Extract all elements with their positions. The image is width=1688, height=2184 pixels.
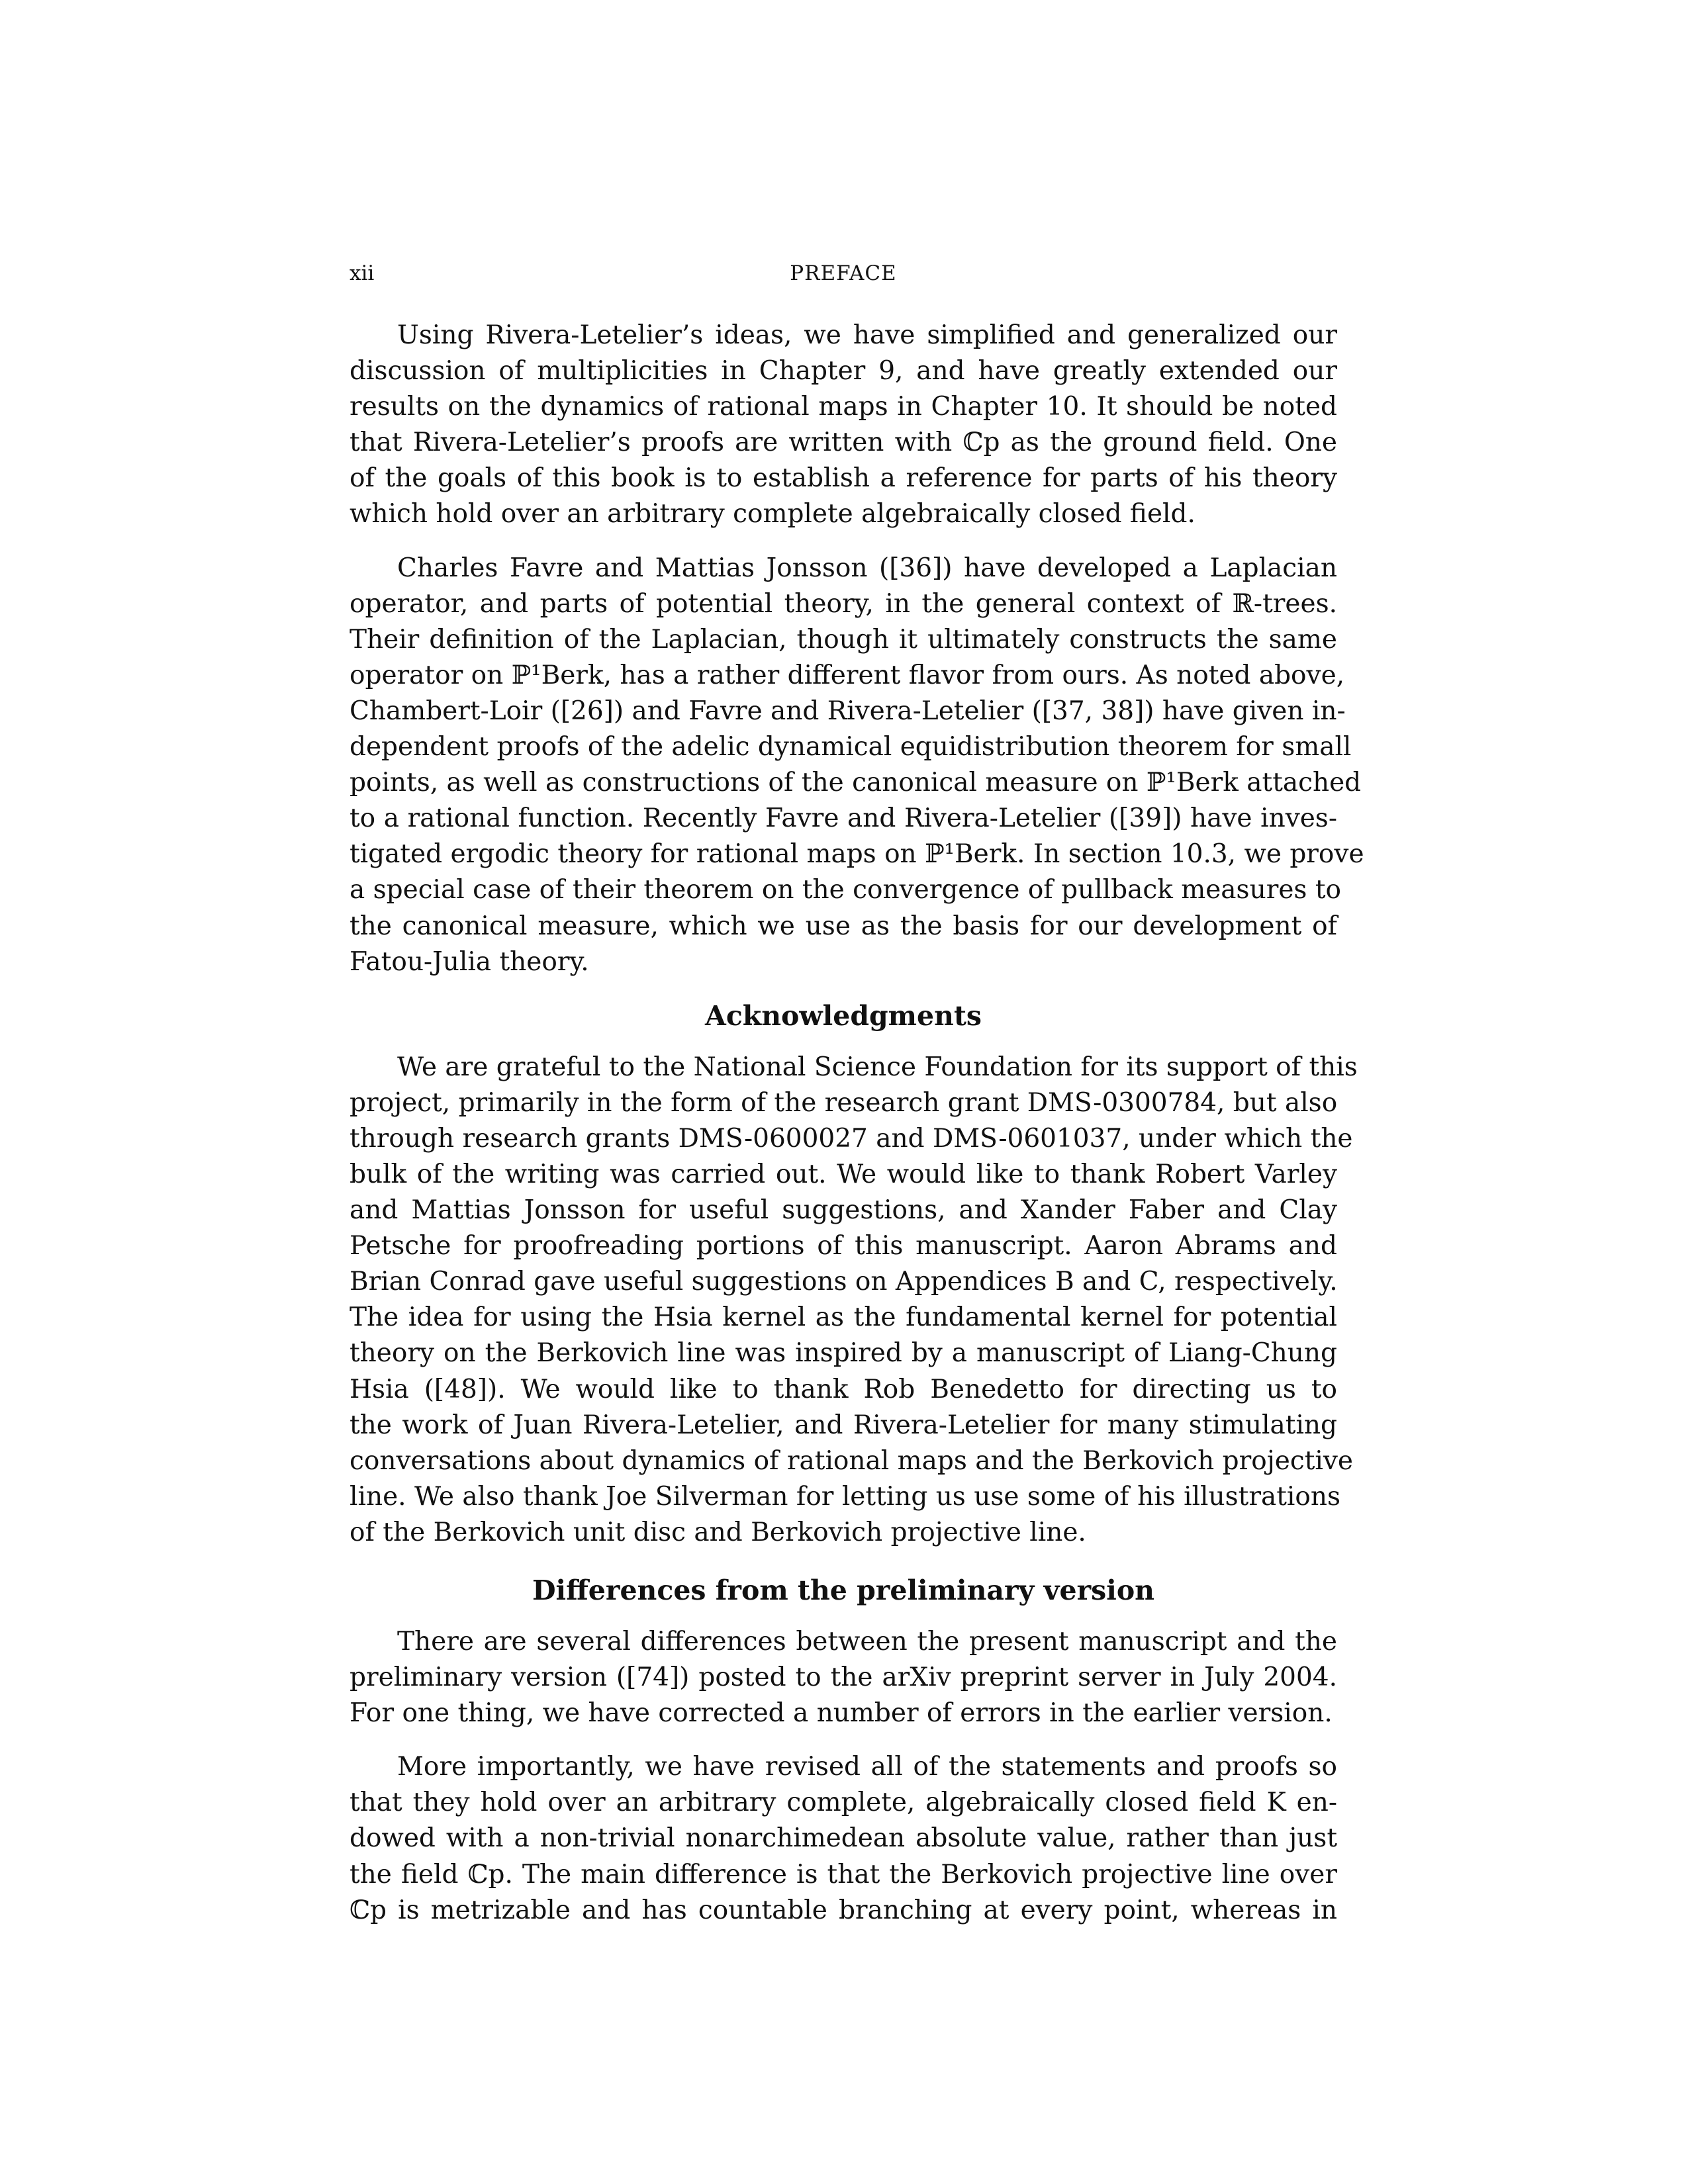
section-heading-differences: Differences from the preliminary version bbox=[532, 1574, 1154, 1606]
text-line: bulk of the writing was carried out. We would like to thank Robert Varley bbox=[350, 1159, 1337, 1189]
page-number: xii bbox=[350, 261, 375, 285]
text-line: Using Rivera-Letelier’s ideas, we have simplified and generalized our bbox=[397, 320, 1337, 350]
paragraph-rivera-letelier bbox=[350, 318, 1337, 533]
text-line: through research grants DMS-0600027 and DMS-0601037, under which the bbox=[350, 1123, 1353, 1154]
body-text bbox=[350, 318, 1364, 1946]
text-line: the work of Juan Rivera-Letelier, and Rivera-Letelier for many stimulating bbox=[350, 1410, 1337, 1440]
paragraph-differences-intro bbox=[350, 1624, 1337, 1731]
running-header bbox=[350, 257, 1337, 290]
text-line: More importantly, we have revised all of the statements and proofs so bbox=[397, 1752, 1337, 1782]
text-line: operator on ℙ¹Berk, has a rather different flavor from ours. As noted above, bbox=[350, 660, 1345, 690]
text-line: For one thing, we have corrected a number of errors in the earlier version. bbox=[350, 1698, 1333, 1729]
text-line: to a rational function. Recently Favre and Rivera-Letelier ([39]) have inves- bbox=[350, 803, 1337, 834]
text-line: project, primarily in the form of the research grant DMS-0300784, but also bbox=[350, 1087, 1338, 1118]
paragraph-acknowledgments bbox=[350, 1050, 1358, 1551]
text-line: preliminary version ([74]) posted to the arXiv preprint server in July 2004. bbox=[350, 1662, 1337, 1693]
text-line: The idea for using the Hsia kernel as the fundamental kernel for potential bbox=[350, 1302, 1337, 1333]
text-line: that Rivera-Letelier’s proofs are written with ℂp as the ground field. One bbox=[350, 428, 1337, 458]
text-line: line. We also thank Joe Silverman for letting us use some of his illustrations bbox=[350, 1481, 1340, 1512]
paragraph-differences-main bbox=[350, 1749, 1337, 1928]
text-line: a special case of their theorem on the convergence of pullback measures to bbox=[350, 875, 1341, 905]
text-line: operator, and parts of potential theory, in the general context of ℝ-trees. bbox=[350, 588, 1337, 619]
text-line: We are grateful to the National Science Foundation for its support of this bbox=[397, 1052, 1358, 1082]
text-line: points, as well as constructions of the canonical measure on ℙ¹Berk attached bbox=[350, 768, 1362, 798]
text-line: There are several differences between the present manuscript and the bbox=[397, 1627, 1337, 1657]
text-line: the canonical measure, which we use as the basis for our development of bbox=[350, 911, 1337, 941]
text-line: Hsia ([48]). We would like to thank Rob Benedetto for directing us to bbox=[350, 1374, 1337, 1404]
text-line: dependent proofs of the adelic dynamical equidistribution theorem for small bbox=[350, 732, 1352, 762]
text-line: conversations about dynamics of rational maps and the Berkovich projective bbox=[350, 1445, 1353, 1476]
text-line: that they hold over an arbitrary complete, algebraically closed field K en- bbox=[350, 1788, 1337, 1818]
text-line: the field ℂp. The main difference is that the Berkovich projective line over bbox=[350, 1859, 1337, 1889]
text-line: which hold over an arbitrary complete algebraically closed field. bbox=[350, 499, 1196, 529]
text-line: of the Berkovich unit disc and Berkovich projective line. bbox=[350, 1517, 1086, 1547]
text-line: theory on the Berkovich line was inspired by a manuscript of Liang-Chung bbox=[350, 1338, 1337, 1369]
text-line: results on the dynamics of rational maps in Chapter 10. It should be noted bbox=[350, 392, 1337, 422]
text-line: and Mattias Jonsson for useful suggestions, and Xander Faber and Clay bbox=[350, 1195, 1337, 1226]
text-line: Petsche for proofreading portions of this manuscript. Aaron Abrams and bbox=[350, 1231, 1337, 1261]
paragraph-favre-jonsson bbox=[350, 551, 1364, 980]
text-line: discussion of multiplicities in Chapter 9, and have greatly extended our bbox=[350, 356, 1337, 387]
running-title: PREFACE bbox=[790, 261, 897, 285]
text-line: Brian Conrad gave useful suggestions on Appendices B and C, respectively. bbox=[350, 1267, 1338, 1297]
text-line: Chambert-Loir ([26]) and Favre and Rivera-Letelier ([37, 38]) have given in- bbox=[350, 696, 1346, 726]
text-line: ℂp is metrizable and has countable branching at every point, whereas in bbox=[350, 1895, 1337, 1925]
section-heading-acknowledgments: Acknowledgments bbox=[705, 999, 982, 1032]
text-line: Fatou-Julia theory. bbox=[350, 946, 589, 977]
text-line: Their definition of the Laplacian, though it ultimately constructs the same bbox=[350, 624, 1337, 655]
text-line: dowed with a non-trivial nonarchimedean absolute value, rather than just bbox=[350, 1823, 1337, 1854]
text-line: tigated ergodic theory for rational maps on ℙ¹Berk. In section 10.3, we prove bbox=[350, 839, 1364, 870]
text-line: Charles Favre and Mattias Jonsson ([36]) have developed a Laplacian bbox=[397, 553, 1337, 583]
text-line: of the goals of this book is to establish a reference for parts of his theory bbox=[350, 463, 1337, 494]
